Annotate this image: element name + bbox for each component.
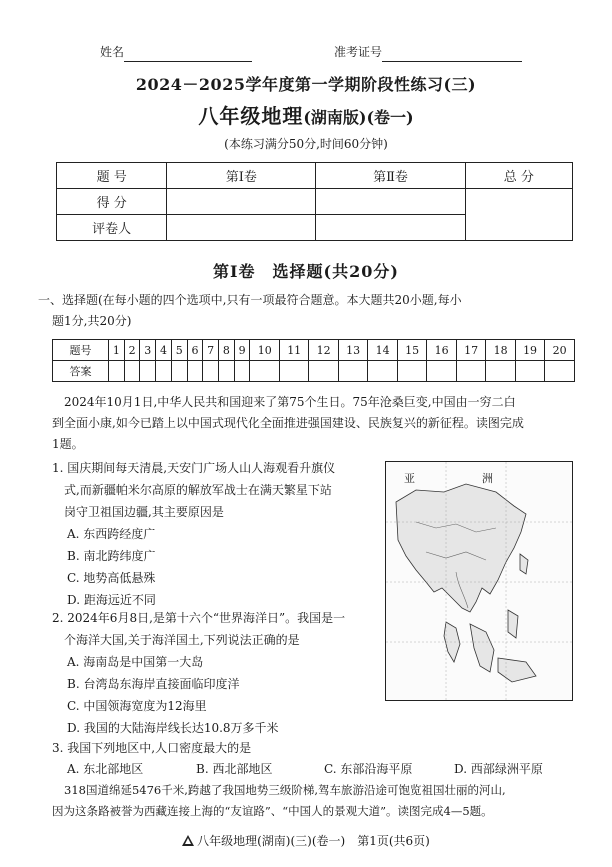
exam-subtitle: (本练习满分50分,时间60分钟) [224, 137, 388, 151]
section1-title: 第Ⅰ卷 选择题(共20分) [213, 262, 399, 281]
question-number: 8 [219, 340, 235, 361]
answer-cell[interactable] [171, 361, 187, 382]
answer-cell[interactable] [397, 361, 426, 382]
answer-cell[interactable] [187, 361, 203, 382]
answer-row-label: 答案 [53, 361, 109, 382]
answer-cell[interactable] [250, 361, 279, 382]
exam-no-field [334, 42, 522, 62]
question-number: 1 [109, 340, 125, 361]
name-field [100, 42, 252, 62]
q2-option-d[interactable]: D. 我国的大陆海岸线长达10.8万多千米 [67, 721, 279, 735]
question-number: 12 [309, 340, 338, 361]
score-row-label: 得 分 [57, 189, 167, 215]
question-number: 11 [279, 340, 308, 361]
answer-table [52, 339, 575, 382]
q2-option-b[interactable]: B. 台湾岛东海岸直接面临印度洋 [67, 677, 240, 691]
q1-option-c[interactable]: C. 地势高低悬殊 [67, 571, 156, 585]
q2-stem-line1: 2. 2024年6月8日,是第十六个“世界海洋日”。我国是一 [52, 611, 346, 625]
question-number: 17 [456, 340, 485, 361]
score-cell[interactable] [316, 189, 465, 215]
q3-option-d[interactable]: D. 西部绿洲平原 [454, 762, 543, 776]
answer-cell[interactable] [338, 361, 367, 382]
answer-cell[interactable] [109, 361, 125, 382]
answer-cell[interactable] [427, 361, 456, 382]
answer-cell[interactable] [309, 361, 338, 382]
passage2-line1: 318国道绵延5476千米,跨越了我国地势三级阶梯,驾车旅游沿途可饱览祖国壮丽的河山, [64, 783, 506, 797]
exam-no-blank [382, 47, 522, 62]
question-number: 3 [140, 340, 156, 361]
q1-stem-line3: 岗守卫祖国边疆,其主要原因是 [64, 505, 224, 519]
answer-cell[interactable] [279, 361, 308, 382]
exam-title: 2024－2025学年度第一学期阶段性练习(三) [135, 75, 477, 94]
answer-number-row [53, 340, 575, 361]
question-number: 4 [156, 340, 172, 361]
name-label: 姓名 [100, 45, 125, 59]
answer-cell[interactable] [515, 361, 544, 382]
section1-instruction-2: 题1分,共20分) [52, 314, 132, 328]
q1-option-d[interactable]: D. 距海远近不同 [67, 593, 156, 607]
q3-option-a[interactable]: A. 东北部地区 [67, 762, 144, 776]
section1-instruction-1: 一、选择题(在每小题的四个选项中,只有一项最符合题意。本大题共20小题,每小 [38, 293, 462, 307]
question-number: 2 [124, 340, 140, 361]
score-header-cell: 第Ⅱ卷 [316, 163, 465, 189]
map-label-ya: 亚 [404, 472, 415, 485]
score-table [56, 162, 573, 241]
question-number: 13 [338, 340, 367, 361]
answer-cell[interactable] [234, 361, 250, 382]
subject-main: 八年级地理 [198, 104, 304, 128]
question-number: 9 [234, 340, 250, 361]
passage1-line1: 2024年10月1日,中华人民共和国迎来了第75个生日。75年沧桑巨变,中国由一穷二白 [64, 395, 516, 409]
q3-option-b[interactable]: B. 西北部地区 [196, 762, 273, 776]
answer-cell[interactable] [140, 361, 156, 382]
answer-cell[interactable] [486, 361, 515, 382]
answer-cell[interactable] [203, 361, 219, 382]
answer-row [53, 361, 575, 382]
asia-map [385, 461, 573, 701]
q1-option-a[interactable]: A. 东西跨经度广 [67, 527, 156, 541]
answer-cell[interactable] [124, 361, 140, 382]
q2-stem-line2: 个海洋大国,关于海洋国土,下列说法正确的是 [64, 633, 300, 647]
score-header-cell: 题 号 [57, 163, 167, 189]
score-header-row [57, 163, 573, 189]
score-cell[interactable] [167, 189, 316, 215]
answer-row-label: 题号 [53, 340, 109, 361]
question-number: 18 [486, 340, 515, 361]
warning-triangle-icon [182, 835, 194, 846]
exam-no-label: 准考证号 [334, 45, 383, 59]
question-number: 7 [203, 340, 219, 361]
name-blank [124, 47, 252, 62]
answer-cell[interactable] [219, 361, 235, 382]
q3-stem: 3. 我国下列地区中,人口密度最大的是 [52, 741, 252, 755]
q1-stem-line2: 式,而新疆帕米尔高原的解放军战士在满天繁星下站 [64, 483, 332, 497]
q2-option-a[interactable]: A. 海南岛是中国第一大岛 [67, 655, 204, 669]
footer-text: 八年级地理(湖南)(三)(卷一) 第1页(共6页) [197, 834, 430, 848]
question-number: 10 [250, 340, 279, 361]
score-header-cell: 第Ⅰ卷 [167, 163, 316, 189]
total-score-cell[interactable] [465, 189, 572, 241]
score-row-label: 评卷人 [57, 215, 167, 241]
subject-title [0, 100, 612, 129]
answer-cell[interactable] [545, 361, 575, 382]
grader-cell[interactable] [167, 215, 316, 241]
answer-cell[interactable] [156, 361, 172, 382]
score-row [57, 189, 573, 215]
question-number: 15 [397, 340, 426, 361]
passage1-line2: 到全面小康,如今已踏上以中国式现代化全面推进强国建设、民族复兴的新征程。读图完成 [52, 416, 524, 430]
question-number: 6 [187, 340, 203, 361]
question-number: 16 [427, 340, 456, 361]
score-header-cell: 总 分 [465, 163, 572, 189]
map-graphic [386, 462, 572, 700]
grader-cell[interactable] [316, 215, 465, 241]
q1-stem-line1: 1. 国庆期间每天清晨,天安门广场人山人海观看升旗仪 [52, 461, 336, 475]
q3-option-c[interactable]: C. 东部沿海平原 [324, 762, 413, 776]
question-number: 20 [545, 340, 575, 361]
q2-option-c[interactable]: C. 中国领海宽度为12海里 [67, 699, 207, 713]
question-number: 19 [515, 340, 544, 361]
passage2-line2: 因为这条路被誉为西藏连接上海的“友谊路”、“中国人的景观大道”。读图完成4—5题。 [52, 804, 493, 818]
passage1-line3: 1题。 [52, 437, 84, 451]
answer-cell[interactable] [456, 361, 485, 382]
subject-suffix: (湖南版)(卷一) [303, 108, 414, 127]
q1-option-b[interactable]: B. 南北跨纬度广 [67, 549, 156, 563]
map-label-zhou: 洲 [482, 472, 493, 485]
answer-cell[interactable] [368, 361, 397, 382]
question-number: 5 [171, 340, 187, 361]
footer [0, 832, 612, 849]
question-number: 14 [368, 340, 397, 361]
